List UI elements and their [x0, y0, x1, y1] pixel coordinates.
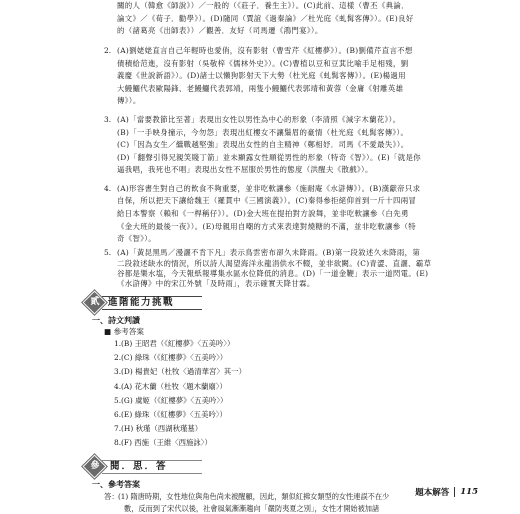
- question-3-number: 3.: [104, 114, 112, 124]
- reference-answer-label-final: ■ 參考答案: [104, 327, 144, 336]
- intro-line-1: 關的人（韓愈《師說》）／一般的（《莊子．養生主》）。(C)此前、這樣（曹丕《典論．: [117, 1, 409, 10]
- advance-badge-text-final: 貳: [90, 297, 100, 307]
- answer-5-final: 5.(G) 虞姬（《紅樓夢》〈五美吟〉）: [114, 395, 228, 405]
- page-number: 115: [460, 487, 478, 497]
- question-2-line-3: 義慶《世說新語》）。(D)諸士以懶狗影射天下大勢（杜光庭《虬髯客傳》）。(E)楊過用: [117, 71, 406, 81]
- question-3-line-3: (C)「因為女生／繼戰越堅強」表現出女性的自主精神（鄭相妤．司馬《不愛最失》）。: [117, 140, 409, 150]
- answer-3-final: 3.(D) 楊貴妃（杜牧〈過清華宮〉其一）: [114, 367, 246, 377]
- answer-8-final: 8.(F) 西施（王維〈西施詠〉）: [114, 438, 212, 448]
- think-answer-line-2-final: 數，反而到了宋代以後，社會風氣漸漸趨向「嚴防夷夏之別」，女性才開始被加諸: [124, 503, 380, 513]
- question-2-line-1: (A)劉姥姥直言自己年輕時也愛俏，沒有影射（曹雪芹《紅樓夢》）。(B)劉備芹直言不想: [117, 46, 413, 56]
- question-2-line-4: 大鰻鱺代表歐陽鋒、老鰻鱺代表郭靖，兩隻小鰻鱺代表郭靖和黃蓉（金庸《射雕英雄: [117, 83, 404, 93]
- question-3-line-5: 逼我唱，我死也不唱」表現出女性不屈服於男性的態度（洪醒夫《散戲》）。: [117, 165, 373, 175]
- question-5-line-3: 谷都是樂水塩，今天報紙報導集水區水位降低的消息。(D)「一道金鞭」表示一道閃電。(E): [117, 268, 429, 278]
- intro-line-3: 的（諸葛亮《出師表》）／觀善．友好（司馬遷《鴻門宴》）。: [117, 26, 323, 36]
- answer-1-final: 1.(B) 王昭君（《紅樓夢》〈五美吟〉）: [114, 339, 235, 348]
- question-5-number: 5.: [104, 248, 112, 258]
- question-4-line-1: (A)形容書生對自己的飲食不夠重要，並非吃軟讓參（施耐庵《水滸傳》）。(B)漢獻帝只求: [117, 183, 421, 193]
- question-2-line-2: 債積給范進，沒有影射（吳敬梓《儒林外史》）。(C)曹植以豆和豆萁比喻手足相殘，劉: [117, 58, 409, 68]
- think-answer-label-final: 答：: [104, 491, 119, 501]
- question-4-line-4: 《金大班的最後一夜》）。(E)母親用自嘲的方式來表達對燒糖的不滿，並非吃軟讓參（特: [117, 221, 416, 231]
- footer-divider: [454, 487, 455, 497]
- answer-7-final: 7.(H) 秋瑾（西湖秋瑾墓）: [114, 424, 203, 434]
- poem-judgment-heading-final: 一、詩文判讀: [92, 316, 140, 325]
- answer-2-final: 2.(C) 綠珠（《紅樓夢》〈五美吟〉）: [114, 353, 228, 363]
- question-3-line-1: (A)「當要教節比至著」表現出女性以男性為中心的形象（李清照《減字木蘭花》）。: [117, 114, 401, 124]
- question-2-line-5: 傳》）。: [117, 96, 141, 106]
- think-section-title-final: 閱．思．答: [110, 460, 168, 472]
- question-4-number: 4.: [104, 183, 112, 193]
- answer-4-final: 4.(A) 花木蘭（杜牧〈題木蘭廟〉）: [114, 381, 227, 391]
- advance-section-title-final: 進階能力挑戰: [108, 297, 175, 308]
- question-3-line-2: (B)「一手映身撞示，今勿怨」表現出紅樓女不讓鬚眉的豪情（杜光庭《虬髯客傳》）。: [117, 127, 409, 137]
- question-3-line-4: (D)「翻聲引得兄親笑賤丁箭」並未顯露女性順從男性的形象（特奇《智》）。(E)「就是你: [117, 152, 421, 162]
- think-answer-line-1-final: (1) 隋唐時期，女性地位與角色尚未被醒顧，因此，類似紅拂女類型的女性連誤不在少: [118, 491, 390, 501]
- question-4-line-5: 奇《智》）。: [117, 234, 157, 244]
- question-2-number: 2.: [104, 46, 112, 56]
- footer-label: 題本解答: [415, 488, 450, 498]
- answer-6-final: 6.(E) 綠珠（《紅樓夢》〈五美吟〉）: [114, 410, 227, 419]
- question-5-line-2: 二段敘述缺水的情況，所以詩人渴望海洋永龍涓供水不輟，並非欲闕。(C)青澀、直灑、霸草: [117, 258, 432, 268]
- question-5-line-4: 《水滸傳》中的宋江外號「及時雨」，表示確實天降甘霖。: [117, 279, 315, 289]
- intro-line-2: 論文》／《荀子．勸學》）。(D)隨同（賈誼《過秦論》／杜光庭《虬髯客傳》）。(E)良好: [117, 13, 414, 23]
- question-4-line-2: 自保，所以把天下讓給魏王（羅貫中《三國演義》）。(C)秦得參拒絕仰首到一斤十四兩冒: [117, 196, 417, 206]
- think-badge-text-final: 參: [90, 460, 100, 471]
- page-footer: [415, 486, 478, 498]
- question-5-line-1: (A)「黃昆黑馬／漫灑不肯下凡」表示鳥雲密布卻久未降雨。(B)第一段敘述久未降雨，第: [117, 248, 421, 258]
- think-reference-heading-final: 一、參考答案: [92, 479, 140, 489]
- question-4-line-3: 給日本警察（賴和《一桿稱仔》）。(D)金大班在提拍對方說舞，並非吃軟讓參（白先勇: [117, 208, 409, 218]
